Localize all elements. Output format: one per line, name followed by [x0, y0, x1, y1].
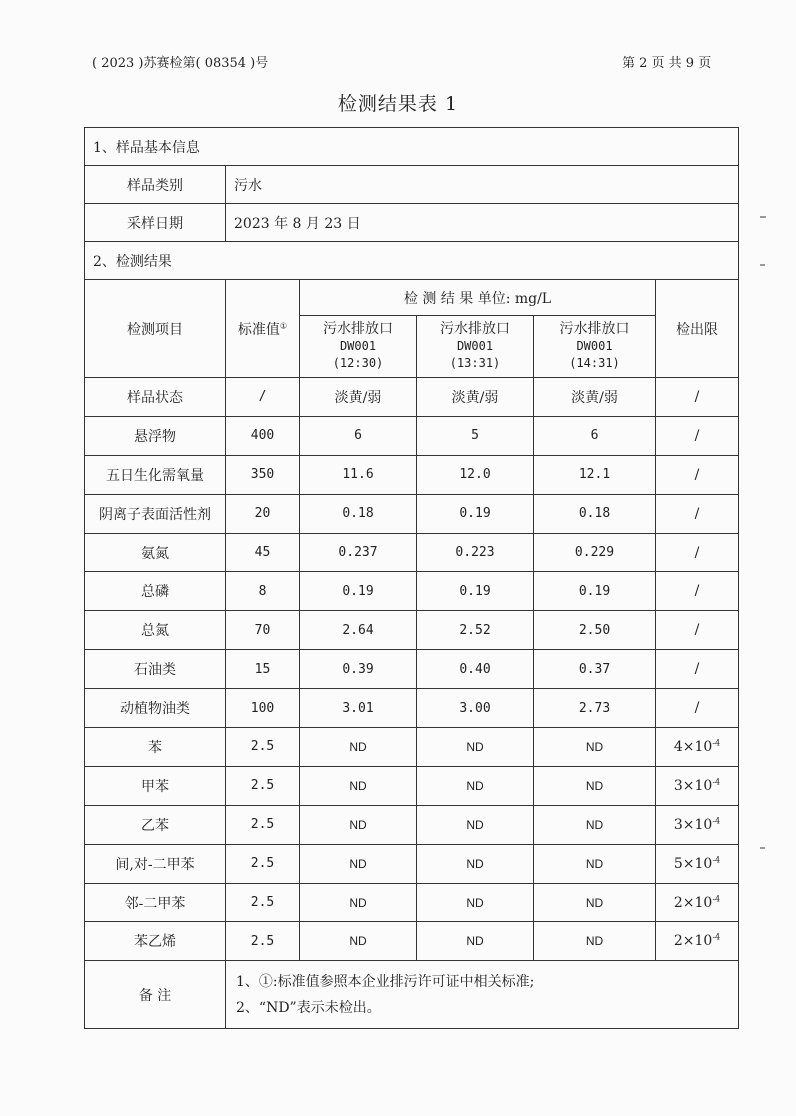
limit-base: / [694, 661, 700, 678]
result-value: ND [300, 922, 417, 961]
result-item-name: 阴离子表面活性剂 [85, 494, 226, 533]
section1-heading: 1、样品基本信息 [85, 128, 739, 166]
limit-base: 5×10 [673, 855, 713, 872]
limit-base: / [694, 583, 700, 600]
limit-base: / [694, 505, 700, 522]
result-row [85, 611, 739, 650]
limit-base: / [694, 466, 700, 483]
page-title: 检测结果表 1 [337, 93, 459, 115]
result-item-name: 乙苯 [85, 805, 226, 844]
result-row [85, 533, 739, 572]
result-value: ND [300, 805, 417, 844]
result-item-name: 动植物油类 [85, 689, 226, 728]
limit-exponent: -4 [712, 854, 721, 864]
result-value: ND [534, 883, 656, 922]
result-value: 0.223 [417, 533, 534, 572]
result-item-name: 总氮 [85, 611, 226, 650]
standard-mark: ① [279, 320, 288, 330]
limit-base: / [694, 622, 700, 639]
result-value: ND [534, 728, 656, 767]
point-time: (12:30) [332, 356, 384, 370]
info-row-date [85, 204, 739, 242]
result-value: ND [417, 922, 534, 961]
result-detection-limit [656, 922, 739, 961]
result-item-name: 五日生化需氧量 [85, 455, 226, 494]
point-header [300, 316, 417, 378]
result-value: ND [417, 883, 534, 922]
result-detection-limit [656, 844, 739, 883]
result-item-name: 间,对-二甲苯 [85, 844, 226, 883]
result-standard: 100 [226, 689, 300, 728]
result-standard: 45 [226, 533, 300, 572]
result-value: 0.19 [417, 572, 534, 611]
info-row-category [85, 166, 739, 204]
col-header-standard [226, 280, 300, 378]
result-value: ND [417, 805, 534, 844]
result-row [85, 378, 739, 417]
notes-label: 备 注 [85, 961, 226, 1029]
result-detection-limit [656, 650, 739, 689]
limit-base: / [694, 700, 700, 717]
result-standard: / [226, 378, 300, 417]
result-value: ND [300, 844, 417, 883]
col-header-results: 检 测 结 果 单位: mg/L [300, 280, 656, 316]
result-item-name: 石油类 [85, 650, 226, 689]
result-row [85, 728, 739, 767]
result-value: 0.39 [300, 650, 417, 689]
result-value: 淡黄/弱 [417, 378, 534, 417]
standard-label: 标准值 [237, 321, 280, 338]
result-value: 3.00 [417, 689, 534, 728]
result-value: 2.52 [417, 611, 534, 650]
result-value: 2.50 [534, 611, 656, 650]
result-value: ND [534, 844, 656, 883]
limit-exponent: -4 [712, 777, 721, 787]
result-value: 6 [534, 416, 656, 455]
result-value: 淡黄/弱 [534, 378, 656, 417]
result-detection-limit [656, 416, 739, 455]
results-header-row [85, 280, 739, 316]
result-standard: 350 [226, 455, 300, 494]
point-name: 污水排放口 [440, 321, 510, 337]
result-value: 3.01 [300, 689, 417, 728]
info-value: 污水 [226, 166, 739, 204]
result-value: ND [300, 883, 417, 922]
point-time: (14:31) [569, 356, 620, 370]
result-value: 0.40 [417, 650, 534, 689]
result-item-name: 氨氮 [85, 533, 226, 572]
col-header-limit: 检出限 [656, 280, 739, 378]
result-row [85, 455, 739, 494]
result-detection-limit [656, 572, 739, 611]
result-value: ND [417, 844, 534, 883]
result-value: 0.18 [534, 494, 656, 533]
point-id: DW001 [576, 339, 613, 353]
scan-mark [760, 216, 766, 218]
limit-base: / [694, 544, 700, 561]
result-row [85, 650, 739, 689]
limit-exponent: -4 [712, 816, 721, 826]
result-item-name: 邻-二甲苯 [85, 883, 226, 922]
result-value: 2.73 [534, 689, 656, 728]
result-row [85, 922, 739, 961]
note-line: 2、“ND”表示未检出。 [236, 999, 381, 1016]
result-item-name: 悬浮物 [85, 416, 226, 455]
point-time: (13:31) [449, 356, 501, 370]
result-value: 5 [417, 416, 534, 455]
section2-heading: 2、检测结果 [85, 242, 739, 280]
notes-content [226, 961, 739, 1029]
point-header [417, 316, 534, 378]
result-standard: 8 [226, 572, 300, 611]
limit-base: 3×10 [673, 777, 713, 794]
limit-exponent: -4 [712, 893, 721, 903]
info-label: 采样日期 [85, 204, 226, 242]
result-detection-limit [656, 455, 739, 494]
notes-row [85, 961, 739, 1029]
result-value: 0.37 [534, 650, 656, 689]
result-value: ND [417, 766, 534, 805]
result-row [85, 805, 739, 844]
result-value: 11.6 [300, 455, 417, 494]
report-number: ( 2023 )苏赛检第( 08354 )号 [92, 56, 269, 71]
point-name: 污水排放口 [559, 321, 630, 337]
limit-base: 3×10 [673, 816, 713, 833]
result-row [85, 689, 739, 728]
result-standard: 2.5 [226, 805, 300, 844]
result-value: 6 [300, 416, 417, 455]
result-item-name: 苯 [85, 728, 226, 767]
page-info: 第 2 页 共 9 页 [622, 56, 712, 71]
result-value: 0.18 [300, 494, 417, 533]
limit-base: 2×10 [673, 933, 713, 950]
result-value: ND [300, 728, 417, 767]
scan-mark [760, 264, 765, 266]
result-value: 2.64 [300, 611, 417, 650]
section1-heading-row [85, 128, 739, 166]
result-value: 0.237 [300, 533, 417, 572]
result-row [85, 572, 739, 611]
result-value: ND [534, 805, 656, 844]
result-detection-limit [656, 494, 739, 533]
result-value: 0.19 [300, 572, 417, 611]
result-detection-limit [656, 378, 739, 417]
limit-base: 4×10 [673, 738, 713, 755]
point-id: DW001 [456, 339, 494, 353]
limit-exponent: -4 [712, 932, 721, 942]
note-line: 1、①:标准值参照本企业排污许可证中相关标准; [236, 973, 535, 990]
results-table [84, 127, 739, 1029]
result-value: 淡黄/弱 [300, 378, 417, 417]
limit-base: 2×10 [673, 894, 713, 911]
result-standard: 70 [226, 611, 300, 650]
result-item-name: 样品状态 [85, 378, 226, 417]
section2-heading-row [85, 242, 739, 280]
result-value: ND [534, 766, 656, 805]
scan-mark [760, 847, 765, 849]
result-standard: 400 [226, 416, 300, 455]
limit-exponent: -4 [712, 738, 721, 748]
result-standard: 2.5 [226, 844, 300, 883]
result-value: ND [534, 922, 656, 961]
result-detection-limit [656, 689, 739, 728]
result-row [85, 416, 739, 455]
result-standard: 2.5 [226, 922, 300, 961]
result-row [85, 883, 739, 922]
result-value: 0.19 [417, 494, 534, 533]
limit-base: / [694, 427, 700, 444]
result-detection-limit [656, 883, 739, 922]
result-standard: 2.5 [226, 766, 300, 805]
result-value: 0.229 [534, 533, 656, 572]
result-value: 12.1 [534, 455, 656, 494]
info-value: 2023 年 8 月 23 日 [226, 204, 739, 242]
result-standard: 2.5 [226, 728, 300, 767]
result-detection-limit [656, 533, 739, 572]
result-detection-limit [656, 766, 739, 805]
result-row [85, 766, 739, 805]
point-name: 污水排放口 [323, 321, 393, 337]
result-item-name: 甲苯 [85, 766, 226, 805]
result-value: 12.0 [417, 455, 534, 494]
point-id: DW001 [339, 339, 377, 353]
result-detection-limit [656, 611, 739, 650]
result-item-name: 苯乙烯 [85, 922, 226, 961]
limit-base: / [694, 388, 700, 405]
result-detection-limit [656, 728, 739, 767]
result-standard: 2.5 [226, 883, 300, 922]
result-item-name: 总磷 [85, 572, 226, 611]
result-standard: 20 [226, 494, 300, 533]
result-value: ND [417, 728, 534, 767]
result-detection-limit [656, 805, 739, 844]
info-label: 样品类别 [85, 166, 226, 204]
result-standard: 15 [226, 650, 300, 689]
point-header [534, 316, 656, 378]
col-header-item: 检测项目 [85, 280, 226, 378]
result-row [85, 844, 739, 883]
result-row [85, 494, 739, 533]
result-value: 0.19 [534, 572, 656, 611]
result-value: ND [300, 766, 417, 805]
